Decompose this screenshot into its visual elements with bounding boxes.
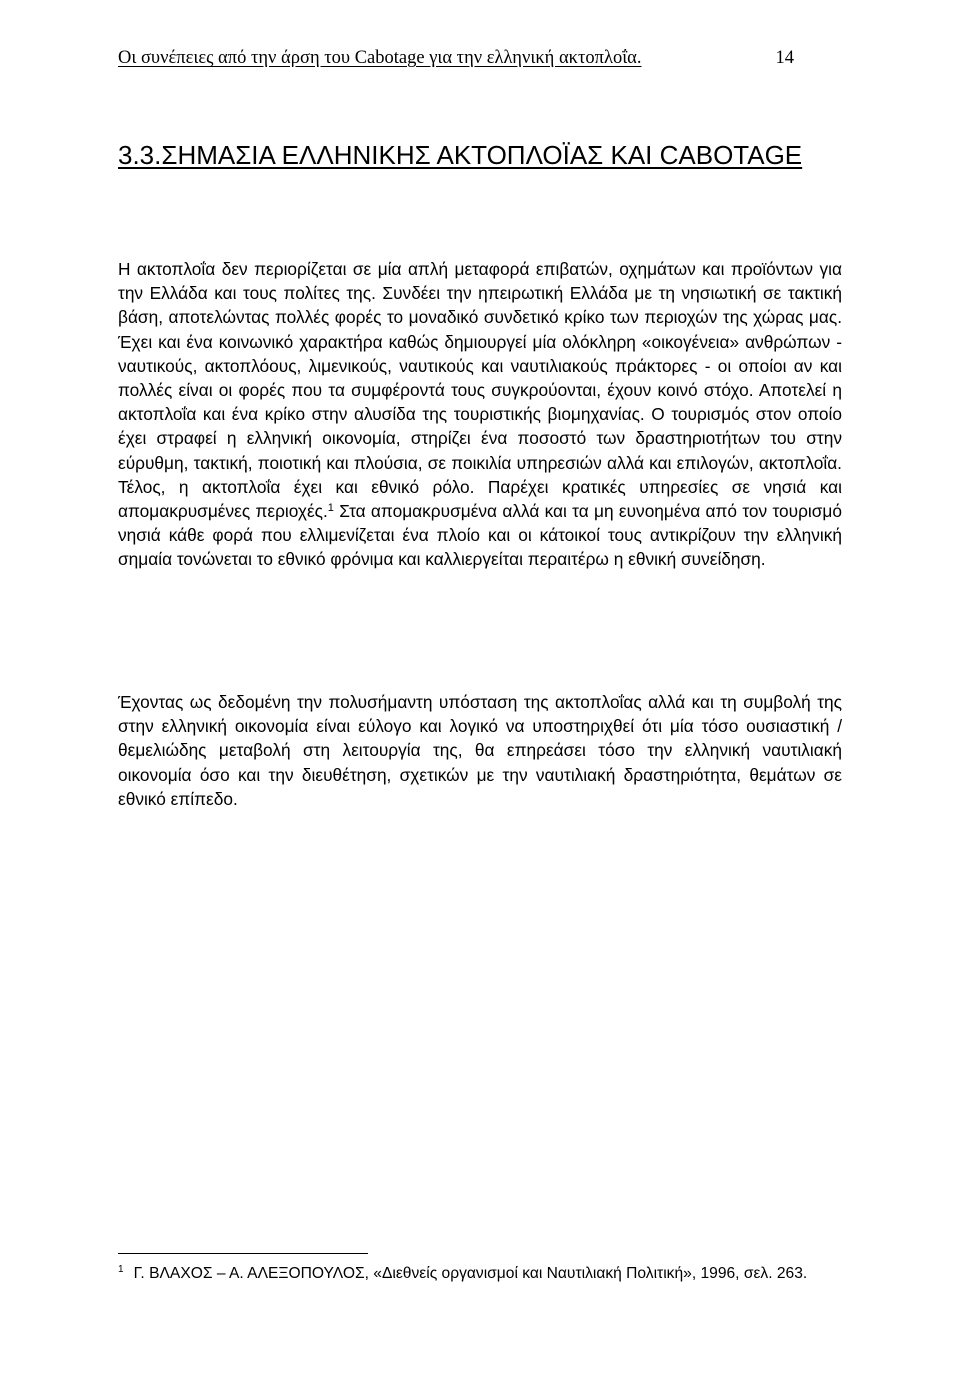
body-paragraph-2: Έχοντας ως δεδομένη την πολυσήμαντη υπόσταση της ακτοπλοΐας αλλά και τη συμβολή της στην ελληνική οικονομία είναι εύλογο και λογικό να υποστηριχθεί ότι μία τόσο ουσιαστική /θεμελιώδης μεταβολή στη λειτουργία της, θα επηρεάσει τόσο την ελληνική ναυτιλιακή οικονομία όσο και την διευθέτηση, σχετικών με την ναυτιλιακή δραστηριότητα, θεμάτων σε εθνικό επίπεδο. <box>118 692 842 809</box>
paragraph-1-text-after-note: Στα απομακρυσμένα αλλά και τα μη ευνοημένα από τον τουρισμό νησιά κάθε φορά που ελλιμενίζεται ένα πλοίο και οι κάτοικοί τους αντικρίζουν την ελληνική σημαία τονώνεται το εθνικό φρόνιμα και καλλιεργείται περαιτέρω η εθνική συνείδηση. <box>118 501 842 570</box>
section-heading-text: 3.3.ΣΗΜΑΣΙΑ ΕΛΛΗΝΙΚΗΣ ΑΚΤΟΠΛΟΪΑΣ ΚΑΙ CABOTAGE <box>118 140 803 170</box>
footnote-marker: 1 <box>118 1264 124 1275</box>
footnote-reference: 1 <box>327 502 334 515</box>
footnote-separator <box>118 1253 368 1254</box>
paragraph-1-text-before-note: Η ακτοπλοΐα δεν περιορίζεται σε μία απλή μεταφορά επιβατών, οχημάτων και προϊόντων για την Ελλάδα και τους πολίτες της. Συνδέει την ηπειρωτική Ελλάδα με τη νησιωτική σε τακτική βάση, αποτελώντας πολλές φορές το μοναδικό συνδετικό κρίκο των περιοχών της χώρας μας. Έχει και ένα κοινωνικό χαρακτήρα καθώς δημιουργεί μία ολόκληρη «οικογένεια» ανθρώπων - ναυτικούς, ακτοπλόους, λιμενικούς, ναυτικούς και ναυτιλιακούς πράκτορες - οι οποίοι αν και πολλές είναι οι φορές που τα συμφέροντά τους συγκρούονται, έχουν κοινό στόχο. Αποτελεί η ακτοπλοΐα και ένα κρίκο στην αλυσίδα της τουριστικής βιομηχανίας. Ο τουρισμός στον οποίο έχει στραφεί η ελληνική οικονομία, στηρίζει ένα ποσοστό των δραστηριοτήτων του στην εύρυθμη, τακτική, ποιοτική και πλούσια, σε ποικιλία υπηρεσιών αλλά και επιλογών, ακτοπλοΐα. Τέλος, η ακτοπλοΐα έχει και εθνικό ρόλο. Παρέχει κρατικές υπηρεσίες σε νησιά και απομακρυσμένες περιοχές. <box>118 259 842 522</box>
body-paragraph-1 <box>118 257 842 572</box>
page-number: 14 <box>775 48 794 68</box>
section-heading <box>118 138 842 173</box>
footnote-text: Γ. ΒΛΑΧΟΣ – Α. ΑΛΕΞΟΠΟΥΛΟΣ, «Διεθνείς οργανισμοί και Ναυτιλιακή Πολιτική», 1996, σελ. 263. <box>133 1265 808 1282</box>
footnote <box>118 1263 842 1284</box>
header-title: Οι συνέπειες από την άρση του Cabotage για την ελληνική ακτοπλοΐα. <box>118 48 642 68</box>
running-header <box>118 47 794 69</box>
